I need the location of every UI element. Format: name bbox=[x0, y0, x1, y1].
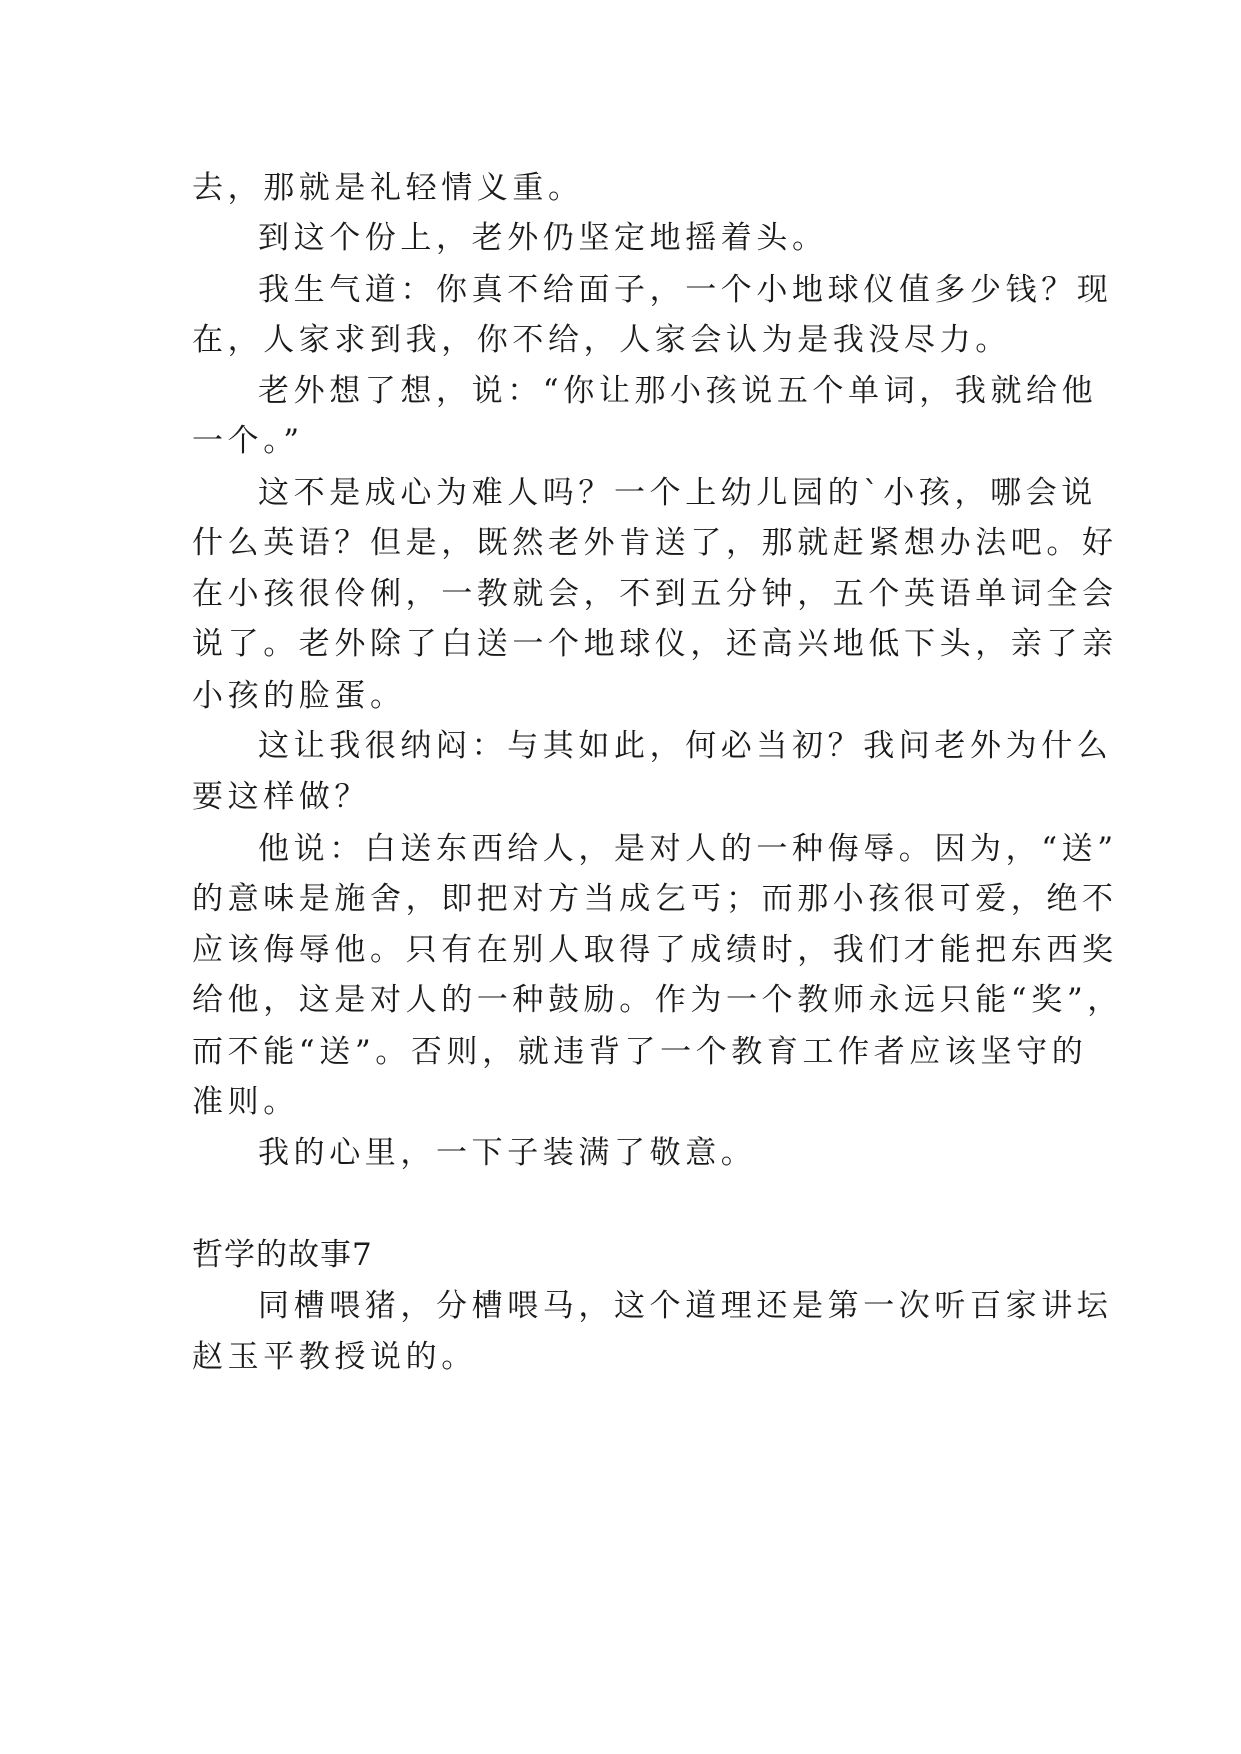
paragraph-line: 应该侮辱他。只有在别人取得了成绩时，我们才能把东西奖 bbox=[192, 932, 1118, 968]
paragraph-line: 要这样做？ bbox=[192, 779, 370, 815]
paragraph-line: 给他，这是对人的一种鼓励。作为一个教师永远只能“奖”， bbox=[192, 982, 1123, 1018]
paragraph-line: 在小孩很伶俐，一教就会，不到五分钟，五个英语单词全会 bbox=[192, 576, 1118, 612]
paragraph-line: 他说：白送东西给人，是对人的一种侮辱。因为，“送” bbox=[258, 831, 1118, 867]
paragraph-line: 一个。” bbox=[192, 423, 304, 459]
paragraph-line: 老外想了想，说：“你让那小孩说五个单词，我就给他 bbox=[258, 373, 1098, 409]
paragraph-line: 我的心里，一下子装满了敬意。 bbox=[258, 1135, 757, 1171]
paragraph-line: 小孩的脸蛋。 bbox=[192, 678, 406, 714]
paragraph-line: 的意味是施舍，即把对方当成乞丐；而那小孩很可爱，绝不 bbox=[192, 881, 1118, 917]
paragraph-line: 而不能“送”。否则，就违背了一个教育工作者应该坚守的 bbox=[192, 1034, 1088, 1070]
paragraph-line: 这不是成心为难人吗？一个上幼儿园的`小孩，哪会说 bbox=[258, 475, 1097, 511]
paragraph-line: 在，人家求到我，你不给，人家会认为是我没尽力。 bbox=[192, 322, 1011, 358]
section-heading: 哲学的故事7 bbox=[192, 1237, 373, 1273]
paragraph-line: 什么英语？但是，既然老外肯送了，那就赶紧想办法吧。好 bbox=[192, 525, 1118, 561]
paragraph-line: 这让我很纳闷：与其如此，何必当初？我问老外为什么 bbox=[258, 728, 1113, 764]
paragraph-line: 我生气道：你真不给面子，一个小地球仪值多少钱？现 bbox=[258, 272, 1113, 308]
paragraph-line: 去，那就是礼轻情义重。 bbox=[192, 170, 584, 206]
paragraph-line: 准则。 bbox=[192, 1084, 299, 1120]
paragraph-line: 同槽喂猪，分槽喂马，这个道理还是第一次听百家讲坛 bbox=[258, 1288, 1113, 1324]
paragraph-line: 赵玉平教授说的。 bbox=[192, 1339, 477, 1375]
paragraph-line: 说了。老外除了白送一个地球仪，还高兴地低下头，亲了亲 bbox=[192, 626, 1118, 662]
paragraph-line: 到这个份上，老外仍坚定地摇着头。 bbox=[258, 220, 828, 256]
